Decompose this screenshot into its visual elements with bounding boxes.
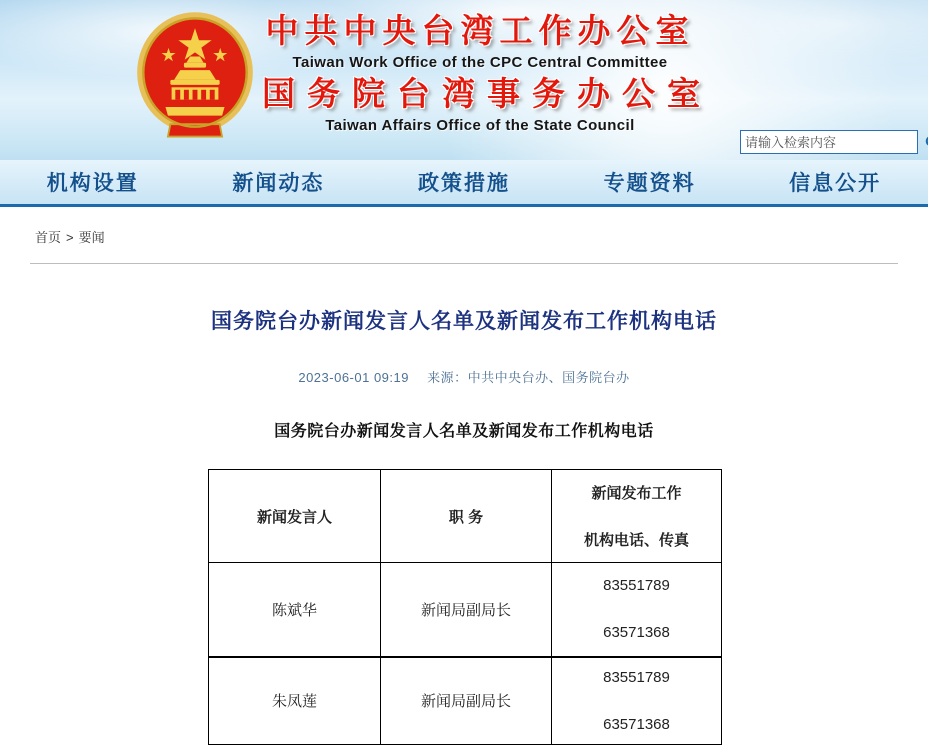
- site-title-block: [262, 10, 712, 136]
- article-subtitle: 国务院台办新闻发言人名单及新闻发布工作机构电话: [274, 423, 654, 440]
- org2-title-cn: 国务院台湾事务办公室: [262, 75, 712, 113]
- nav-item-topics[interactable]: 专题资料: [603, 172, 696, 195]
- content-area: [0, 207, 928, 733]
- table-header-row: [209, 470, 722, 563]
- cell-position: 新闻局副局长: [381, 657, 552, 745]
- site-header: [0, 0, 928, 160]
- cell-name: 朱凤莲: [209, 657, 381, 745]
- article-title: 国务院台办新闻发言人名单及新闻发布工作机构电话: [211, 310, 717, 333]
- cell-position: 新闻局副局长: [381, 563, 552, 657]
- breadcrumb-current-link[interactable]: 要闻: [78, 230, 105, 245]
- header-spokesperson: 新闻发言人: [209, 470, 381, 563]
- header-phone-line1: 新闻发布工作: [591, 485, 682, 502]
- nav-item-org[interactable]: 机构设置: [46, 172, 139, 195]
- header-position: 职 务: [381, 470, 552, 563]
- site-search: [740, 130, 918, 154]
- header-phone: [552, 470, 722, 563]
- org1-title-en: Taiwan Work Office of the CPC Central Committee: [292, 53, 668, 71]
- cell-phones: [552, 657, 722, 745]
- cell-name: 陈斌华: [209, 563, 381, 657]
- article-source: 来源：中共中央台办、国务院台办: [427, 370, 630, 385]
- breadcrumb-separator: >: [66, 230, 74, 245]
- breadcrumb: [0, 207, 928, 246]
- content-divider: [30, 263, 898, 264]
- search-input[interactable]: [741, 131, 925, 153]
- nav-item-policy[interactable]: 政策措施: [417, 172, 510, 195]
- org1-title-cn: 中共中央台湾工作办公室: [265, 12, 695, 49]
- table-row: [209, 657, 722, 745]
- article-meta: [0, 367, 928, 386]
- cell-phones: [552, 563, 722, 657]
- fax-number: 63571368: [603, 715, 670, 733]
- phone-number: 83551789: [603, 668, 670, 686]
- spokesperson-table: [208, 469, 722, 745]
- breadcrumb-home-link[interactable]: 首页: [35, 230, 62, 245]
- nav-item-info[interactable]: 信息公开: [789, 172, 882, 195]
- article-date: 2023-06-01 09:19: [298, 370, 409, 385]
- main-nav: [0, 160, 928, 207]
- header-phone-line2: 机构电话、传真: [583, 532, 689, 549]
- nav-item-news[interactable]: 新闻动态: [232, 172, 325, 195]
- fax-number: 63571368: [603, 624, 670, 642]
- phone-number: 83551789: [603, 577, 670, 595]
- china-national-emblem-icon: [133, 11, 257, 139]
- org2-title-en: Taiwan Affairs Office of the State Council: [325, 117, 635, 135]
- table-row: [209, 563, 722, 657]
